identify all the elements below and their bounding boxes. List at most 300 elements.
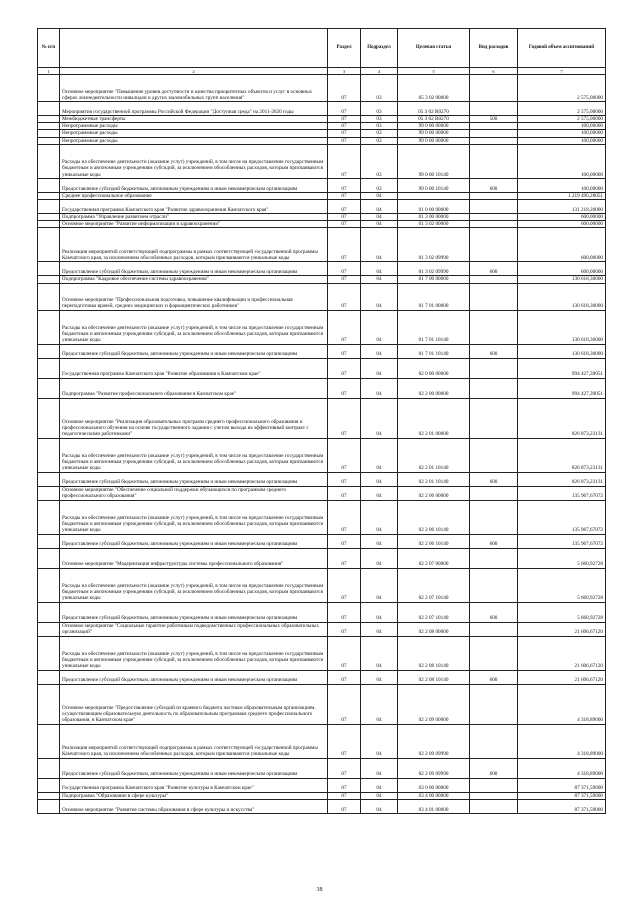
row-number	[38, 684, 60, 724]
table-row	[38, 568, 606, 602]
row-number	[38, 262, 60, 276]
row-razdel: 07	[328, 102, 361, 116]
row-vid-raskhodov	[470, 378, 518, 398]
table-row	[38, 262, 606, 276]
row-tselevaya-statya: 02 2 01 10140	[398, 438, 470, 472]
row-podrazdel: 04	[361, 276, 398, 283]
row-name: Предоставление субсидий бюджетным, автономным учреждениям и иным некоммерческим организациям	[60, 758, 328, 778]
row-razdel: 07	[328, 622, 361, 636]
row-vid-raskhodov	[470, 500, 518, 534]
row-number	[38, 724, 60, 758]
row-razdel: 07	[328, 438, 361, 472]
row-podrazdel: 04	[361, 622, 398, 636]
row-vid-raskhodov	[470, 123, 518, 130]
table-row	[38, 221, 606, 228]
row-name: Предоставление субсидий бюджетным, автономным учреждениям и иным некоммерческим организациям	[60, 344, 328, 358]
row-podrazdel: 04	[361, 778, 398, 792]
row-number	[38, 178, 60, 192]
header-vid-raskhodov: Вид расходов	[470, 29, 518, 68]
row-podrazdel: 04	[361, 472, 398, 486]
column-index: 6	[470, 68, 518, 75]
row-number	[38, 310, 60, 344]
row-name: Предоставление субсидий бюджетным, автономным учреждениям и иным некоммерческим организациям	[60, 262, 328, 276]
row-vid-raskhodov	[470, 310, 518, 344]
row-tselevaya-statya	[398, 192, 470, 199]
row-name: Среднее профессиональное образование	[60, 192, 328, 199]
row-number	[38, 622, 60, 636]
row-podrazdel: 04	[361, 636, 398, 670]
row-summa: 994 427,39051	[518, 358, 606, 378]
row-vid-raskhodov	[470, 636, 518, 670]
row-number	[38, 758, 60, 778]
row-tselevaya-statya: 02 2 00 00000	[398, 378, 470, 398]
row-summa: 5 660,92728	[518, 548, 606, 568]
row-name: Основное мероприятие "Развитие системы образования в сфере культуры и искусства"	[60, 799, 328, 813]
table-row	[38, 310, 606, 344]
row-tselevaya-statya: 02 2 08 10140	[398, 670, 470, 684]
row-razdel: 07	[328, 200, 361, 214]
row-tselevaya-statya: 99 0 00 10140	[398, 144, 470, 178]
row-tselevaya-statya: 01 7 01 00000	[398, 283, 470, 310]
row-podrazdel: 04	[361, 670, 398, 684]
row-summa: 21 606,67120	[518, 670, 606, 684]
row-number	[38, 221, 60, 228]
row-podrazdel: 04	[361, 221, 398, 228]
row-razdel: 07	[328, 228, 361, 262]
row-number	[38, 548, 60, 568]
row-vid-raskhodov	[470, 438, 518, 472]
row-vid-raskhodov: 600	[470, 262, 518, 276]
row-razdel: 07	[328, 534, 361, 548]
row-number	[38, 602, 60, 622]
row-name: Основное мероприятие "Обеспечение социальной поддержки обучающихся по программам среднего профессионального образования"	[60, 486, 328, 500]
row-name: Расходы на обеспечение деятельности (оказание услуг) учреждений, в том числе на предоставление государственным бюджетным и автономным учреждениям субсидий, за исключением обособленных расходов, которым присваиваются уникальные коды	[60, 310, 328, 344]
row-summa: 4 318,89000	[518, 684, 606, 724]
table-row	[38, 228, 606, 262]
row-tselevaya-statya: 02 0 00 00000	[398, 358, 470, 378]
row-summa: 600,00000	[518, 262, 606, 276]
row-vid-raskhodov	[470, 192, 518, 199]
row-razdel: 07	[328, 799, 361, 813]
row-tselevaya-statya: 02 2 01 10140	[398, 472, 470, 486]
row-vid-raskhodov	[470, 799, 518, 813]
row-razdel: 07	[328, 344, 361, 358]
row-summa: 994 427,39051	[518, 378, 606, 398]
row-podrazdel: 04	[361, 214, 398, 221]
row-vid-raskhodov	[470, 214, 518, 221]
row-podrazdel: 04	[361, 684, 398, 724]
row-tselevaya-statya: 02 2 09 00000	[398, 684, 470, 724]
row-podrazdel: 04	[361, 500, 398, 534]
row-summa: 130 618,30000	[518, 344, 606, 358]
row-number	[38, 102, 60, 116]
row-razdel: 07	[328, 276, 361, 283]
row-razdel: 07	[328, 684, 361, 724]
table-row	[38, 534, 606, 548]
row-tselevaya-statya: 02 2 09 09990	[398, 724, 470, 758]
row-razdel: 07	[328, 792, 361, 799]
row-tselevaya-statya: 02 2 07 10140	[398, 602, 470, 622]
table-row	[38, 472, 606, 486]
row-razdel: 07	[328, 568, 361, 602]
row-number	[38, 472, 60, 486]
row-tselevaya-statya: 02 2 08 00000	[398, 622, 470, 636]
table-row	[38, 144, 606, 178]
row-razdel: 07	[328, 144, 361, 178]
row-vid-raskhodov: 600	[470, 178, 518, 192]
row-tselevaya-statya: 01 3 00 00000	[398, 214, 470, 221]
table-row	[38, 358, 606, 378]
row-name: Предоставление субсидий бюджетным, автономным учреждениям и иным некоммерческим организациям	[60, 534, 328, 548]
row-name: Расходы на обеспечение деятельности (оказание услуг) учреждений, в том числе на предоставление государственным бюджетным и автономным учреждениям субсидий, за исключением обособленных расходов, которым присваиваются уникальные коды	[60, 636, 328, 670]
row-razdel: 07	[328, 192, 361, 199]
row-tselevaya-statya: 03 4 01 00000	[398, 799, 470, 813]
row-summa: 2 575,00000	[518, 102, 606, 116]
row-summa: 135 967,67072	[518, 500, 606, 534]
table-row	[38, 602, 606, 622]
row-podrazdel: 04	[361, 398, 398, 438]
row-number	[38, 123, 60, 130]
row-razdel: 07	[328, 221, 361, 228]
row-summa: 100,00000	[518, 137, 606, 144]
table-row	[38, 500, 606, 534]
row-summa: 1 219 490,28051	[518, 192, 606, 199]
row-summa: 87 371,59000	[518, 792, 606, 799]
row-vid-raskhodov	[470, 358, 518, 378]
row-razdel: 07	[328, 137, 361, 144]
row-tselevaya-statya: 02 2 07 00000	[398, 548, 470, 568]
row-podrazdel: 04	[361, 378, 398, 398]
row-name: Государственная программа Камчатского края "Развитие здравоохранения Камчатского края"	[60, 200, 328, 214]
row-tselevaya-statya: 01 0 00 00000	[398, 200, 470, 214]
table-row	[38, 200, 606, 214]
table-row	[38, 486, 606, 500]
row-tselevaya-statya: 99 0 00 10140	[398, 178, 470, 192]
row-summa: 21 606,67120	[518, 622, 606, 636]
row-razdel: 07	[328, 75, 361, 102]
column-index: 5	[398, 68, 470, 75]
row-razdel: 07	[328, 758, 361, 778]
row-vid-raskhodov	[470, 228, 518, 262]
table-row	[38, 636, 606, 670]
row-vid-raskhodov	[470, 276, 518, 283]
row-vid-raskhodov	[470, 130, 518, 137]
row-razdel: 07	[328, 602, 361, 622]
row-summa: 826 873,23131	[518, 472, 606, 486]
row-tselevaya-statya: 02 2 06 10140	[398, 534, 470, 548]
row-tselevaya-statya: 01 7 01 10140	[398, 310, 470, 344]
row-number	[38, 799, 60, 813]
row-vid-raskhodov	[470, 568, 518, 602]
row-name: Расходы на обеспечение деятельности (оказание услуг) учреждений, в том числе на предоставление государственным бюджетным и автономным учреждениям субсидий, за исключением обособленных расходов, которым присваиваются уникальные коды	[60, 144, 328, 178]
row-podrazdel: 04	[361, 548, 398, 568]
row-vid-raskhodov: 600	[470, 534, 518, 548]
row-razdel: 07	[328, 398, 361, 438]
table-row	[38, 192, 606, 199]
row-tselevaya-statya: 01 3 02 00000	[398, 221, 470, 228]
row-razdel: 07	[328, 283, 361, 310]
row-podrazdel: 04	[361, 568, 398, 602]
row-number	[38, 438, 60, 472]
table-row	[38, 684, 606, 724]
table-row	[38, 622, 606, 636]
row-razdel: 07	[328, 724, 361, 758]
column-index: 4	[361, 68, 398, 75]
row-razdel: 07	[328, 116, 361, 123]
row-vid-raskhodov	[470, 548, 518, 568]
row-number	[38, 534, 60, 548]
row-name: Непрограммные расходы	[60, 137, 328, 144]
row-number	[38, 214, 60, 221]
row-name: Государственная программа Камчатского края "Развитие культуры в Камчатском крае"	[60, 778, 328, 792]
row-number	[38, 283, 60, 310]
row-number	[38, 344, 60, 358]
table-header-row	[38, 29, 606, 68]
row-summa: 5 660,92728	[518, 602, 606, 622]
row-vid-raskhodov	[470, 684, 518, 724]
table-row	[38, 778, 606, 792]
row-summa: 130 618,30000	[518, 276, 606, 283]
row-name: Мероприятия государственной программы Российской Федерации "Доступная среда" на 2011-2020 годы	[60, 102, 328, 116]
row-name: Подпрограмма "Управление развитием отрасли"	[60, 214, 328, 221]
row-razdel: 07	[328, 178, 361, 192]
row-summa: 5 660,92728	[518, 568, 606, 602]
row-summa: 131 218,20000	[518, 200, 606, 214]
row-name: Предоставление субсидий бюджетным, автономным учреждениям и иным некоммерческим организациям	[60, 178, 328, 192]
row-tselevaya-statya: 01 7 01 10140	[398, 344, 470, 358]
row-name: Реализация мероприятий соответствующей подпрограммы в рамках соответствующей государственной программы Камчатского края, за исключением обособленных расходов, которым присваиваются уникальные коды	[60, 724, 328, 758]
row-razdel: 07	[328, 378, 361, 398]
row-vid-raskhodov	[470, 200, 518, 214]
row-summa: 4 318,89000	[518, 724, 606, 758]
header-razdel: Раздел	[328, 29, 361, 68]
row-razdel: 07	[328, 778, 361, 792]
row-podrazdel: 03	[361, 102, 398, 116]
table-row	[38, 75, 606, 102]
row-vid-raskhodov	[470, 792, 518, 799]
row-tselevaya-statya: 03 4 00 00000	[398, 792, 470, 799]
row-razdel: 07	[328, 486, 361, 500]
row-tselevaya-statya: 01 3 02 09990	[398, 228, 470, 262]
row-vid-raskhodov: 600	[470, 344, 518, 358]
row-number	[38, 276, 60, 283]
row-tselevaya-statya: 02 2 06 00000	[398, 486, 470, 500]
table-row	[38, 214, 606, 221]
row-summa: 826 873,23131	[518, 398, 606, 438]
row-name: Основное мероприятие "Профессиональная подготовка, повышение квалификации и профессиональная переподготовка врачей, средних медицинских и фармацевтических работников"	[60, 283, 328, 310]
row-summa: 2 575,00000	[518, 116, 606, 123]
row-tselevaya-statya: 03 0 00 00000	[398, 778, 470, 792]
row-vid-raskhodov	[470, 283, 518, 310]
row-podrazdel: 04	[361, 438, 398, 472]
table-row	[38, 398, 606, 438]
row-name: Основное мероприятие "Реализация образовательных программ среднего профессионального образования и профессионального обучения на основе государственного задания с учетом выхода на эффективный контракт с педагогическими работниками"	[60, 398, 328, 438]
row-name: Межбюджетные трансферты	[60, 116, 328, 123]
row-vid-raskhodov	[470, 137, 518, 144]
table-row	[38, 438, 606, 472]
row-name: Расходы на обеспечение деятельности (оказание услуг) учреждений, в том числе на предоставление государственным бюджетным и автономным учреждениям субсидий, за исключением обособленных расходов, которым присваиваются уникальные коды	[60, 568, 328, 602]
header-name	[60, 29, 328, 68]
row-tselevaya-statya: 05 3 02 R0270	[398, 102, 470, 116]
row-name: Предоставление субсидий бюджетным, автономным учреждениям и иным некоммерческим организациям	[60, 602, 328, 622]
row-razdel: 07	[328, 358, 361, 378]
header-tselevaya-statya: Целевая статья	[398, 29, 470, 68]
row-podrazdel: 03	[361, 144, 398, 178]
row-summa: 4 318,89000	[518, 758, 606, 778]
row-summa: 600,00000	[518, 214, 606, 221]
row-name: Подпрограмма "Развитие профессионального образования в Камчатском крае"	[60, 378, 328, 398]
row-podrazdel: 04	[361, 192, 398, 199]
row-number	[38, 144, 60, 178]
row-podrazdel: 04	[361, 799, 398, 813]
table-row	[38, 137, 606, 144]
row-podrazdel: 04	[361, 283, 398, 310]
row-number	[38, 378, 60, 398]
row-vid-raskhodov: 600	[470, 472, 518, 486]
row-summa: 130 618,30000	[518, 283, 606, 310]
row-vid-raskhodov	[470, 486, 518, 500]
row-name: Непрограммные расходы	[60, 130, 328, 137]
column-index: 3	[328, 68, 361, 75]
header-podrazdel: Подраздел	[361, 29, 398, 68]
header-num: № п/п	[38, 29, 60, 68]
row-razdel: 07	[328, 214, 361, 221]
row-name: Основное мероприятие "Развитие информатизации в здравоохранении"	[60, 221, 328, 228]
column-index: 7	[518, 68, 606, 75]
row-podrazdel: 04	[361, 534, 398, 548]
row-tselevaya-statya: 99 0 00 00000	[398, 130, 470, 137]
row-tselevaya-statya: 99 0 00 00000	[398, 137, 470, 144]
row-name: Расходы на обеспечение деятельности (оказание услуг) учреждений, в том числе на предоставление государственным бюджетным и автономным учреждениям субсидий, за исключением обособленных расходов, которым присваиваются уникальные коды	[60, 500, 328, 534]
row-tselevaya-statya: 01 3 02 09990	[398, 262, 470, 276]
row-number	[38, 792, 60, 799]
row-name: Основное мероприятие "Социальные гарантии работникам подведомственных профессиональных образовательных организаций"	[60, 622, 328, 636]
row-podrazdel: 04	[361, 358, 398, 378]
row-razdel: 07	[328, 670, 361, 684]
table-row	[38, 670, 606, 684]
column-index-row	[38, 68, 606, 75]
row-vid-raskhodov	[470, 622, 518, 636]
row-razdel: 07	[328, 123, 361, 130]
row-podrazdel: 04	[361, 262, 398, 276]
row-razdel: 07	[328, 548, 361, 568]
row-podrazdel: 04	[361, 486, 398, 500]
row-number	[38, 116, 60, 123]
row-number	[38, 75, 60, 102]
table-row	[38, 799, 606, 813]
row-summa: 100,00000	[518, 123, 606, 130]
row-tselevaya-statya: 05 3 02 R0270	[398, 116, 470, 123]
row-summa: 100,00000	[518, 178, 606, 192]
row-tselevaya-statya: 02 2 08 10140	[398, 636, 470, 670]
row-name: Расходы на обеспечение деятельности (оказание услуг) учреждений, в том числе на предоставление государственным бюджетным и автономным учреждениям субсидий, за исключением обособленных расходов, которым присваиваются уникальные коды	[60, 438, 328, 472]
table-row	[38, 792, 606, 799]
row-summa: 21 606,67120	[518, 636, 606, 670]
row-summa: 130 618,30000	[518, 310, 606, 344]
row-name: Непрограммные расходы	[60, 123, 328, 130]
row-tselevaya-statya: 01 7 00 00000	[398, 276, 470, 283]
row-razdel: 07	[328, 636, 361, 670]
table-row	[38, 758, 606, 778]
table-row	[38, 283, 606, 310]
row-number	[38, 358, 60, 378]
row-number	[38, 398, 60, 438]
row-number	[38, 137, 60, 144]
row-tselevaya-statya: 05 3 02 00000	[398, 75, 470, 102]
table-row	[38, 102, 606, 116]
row-tselevaya-statya: 02 2 01 00000	[398, 398, 470, 438]
row-podrazdel: 03	[361, 130, 398, 137]
table-row	[38, 548, 606, 568]
header-obem: Годовой объем ассигнований	[518, 29, 606, 68]
row-podrazdel: 03	[361, 137, 398, 144]
row-name: Подпрограмма "Кадровое обеспечение системы здравоохранения"	[60, 276, 328, 283]
row-tselevaya-statya: 02 2 07 10140	[398, 568, 470, 602]
row-number	[38, 192, 60, 199]
row-summa: 826 873,23131	[518, 438, 606, 472]
row-name: Подпрограмма "Образование в сфере культуры"	[60, 792, 328, 799]
table-row	[38, 116, 606, 123]
row-number	[38, 778, 60, 792]
row-razdel: 07	[328, 500, 361, 534]
row-tselevaya-statya: 02 2 06 10140	[398, 500, 470, 534]
table-row	[38, 130, 606, 137]
table-row	[38, 123, 606, 130]
row-name: Предоставление субсидий бюджетным, автономным учреждениям и иным некоммерческим организациям	[60, 472, 328, 486]
row-podrazdel: 04	[361, 200, 398, 214]
row-vid-raskhodov	[470, 221, 518, 228]
row-vid-raskhodov	[470, 144, 518, 178]
row-summa: 87 371,59000	[518, 778, 606, 792]
table-row	[38, 724, 606, 758]
row-vid-raskhodov: 500	[470, 116, 518, 123]
column-index: 2	[60, 68, 328, 75]
row-podrazdel: 03	[361, 116, 398, 123]
row-summa: 87 371,59000	[518, 799, 606, 813]
row-podrazdel: 04	[361, 228, 398, 262]
row-razdel: 07	[328, 262, 361, 276]
table-row	[38, 344, 606, 358]
row-number	[38, 200, 60, 214]
table-body	[38, 75, 606, 814]
row-vid-raskhodov	[470, 75, 518, 102]
row-podrazdel: 04	[361, 602, 398, 622]
row-podrazdel: 03	[361, 75, 398, 102]
row-number	[38, 130, 60, 137]
page-number: 38	[316, 887, 323, 893]
row-vid-raskhodov: 600	[470, 602, 518, 622]
row-number	[38, 500, 60, 534]
column-index: 1	[38, 68, 60, 75]
row-summa: 600,00000	[518, 221, 606, 228]
table-row	[38, 178, 606, 192]
row-number	[38, 670, 60, 684]
row-name: Основное мероприятие "Модернизация инфраструктуры системы профессионального образования"	[60, 548, 328, 568]
row-number	[38, 228, 60, 262]
table-row	[38, 378, 606, 398]
row-vid-raskhodov	[470, 102, 518, 116]
row-podrazdel: 03	[361, 123, 398, 130]
row-podrazdel: 04	[361, 344, 398, 358]
row-summa: 600,00000	[518, 228, 606, 262]
row-vid-raskhodov	[470, 778, 518, 792]
row-vid-raskhodov: 600	[470, 670, 518, 684]
row-tselevaya-statya: 02 2 09 09990	[398, 758, 470, 778]
row-podrazdel: 04	[361, 310, 398, 344]
row-summa: 135 967,67072	[518, 534, 606, 548]
row-number	[38, 568, 60, 602]
table-row	[38, 276, 606, 283]
